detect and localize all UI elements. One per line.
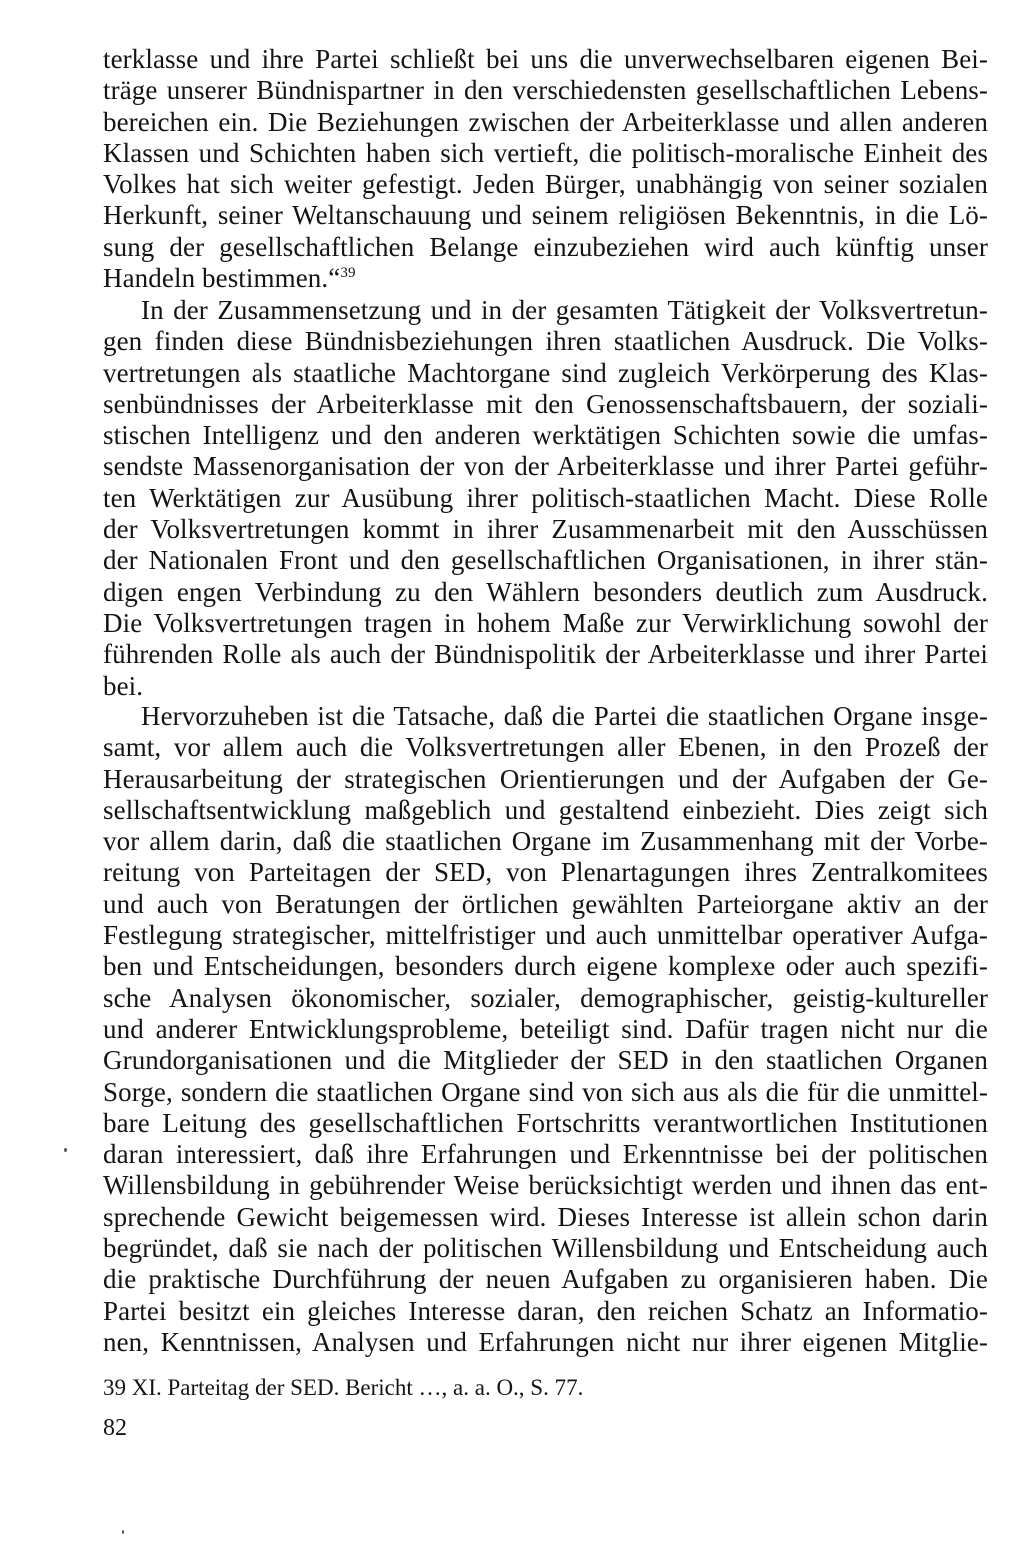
text-line: gen finden diese Bündnisbeziehungen ihren staatlichen Ausdruck. Die Volks-	[103, 326, 988, 357]
text-line: begründet, daß sie nach der politischen Willensbildung und Entscheidung auch	[103, 1233, 988, 1264]
text-line: sung der gesellschaftlichen Belange einzubeziehen wird auch künftig unser	[103, 231, 988, 262]
text-line: Herausarbeitung der strategischen Orientierungen und der Aufgaben der Ge-	[103, 763, 988, 794]
text-line: bereichen ein. Die Beziehungen zwischen der Arbeiterklasse und allen anderen	[103, 106, 988, 137]
text-line: In der Zusammensetzung und in der gesamten Tätigkeit der Volksvertretun-	[141, 295, 988, 325]
text-line: vor allem darin, daß die staatlichen Organe im Zusammenhang mit der Vorbe-	[103, 826, 988, 857]
footnote: 39 XI. Parteitag der SED. Bericht …, a. a. O., S. 77.	[103, 1375, 584, 1400]
text-line: Sorge, sondern die staatlichen Organe sind von sich aus als die für die unmittel-	[103, 1076, 988, 1107]
scan-speck	[64, 1148, 67, 1152]
text-line: ben und Entscheidungen, besonders durch eigene komplexe oder auch spezifi-	[103, 951, 988, 982]
text-line: ten Werktätigen zur Ausübung ihrer politisch-staatlichen Macht. Diese Rolle	[103, 482, 988, 513]
text-line: Klassen und Schichten haben sich vertieft, die politisch-moralische Einheit des	[103, 137, 988, 168]
text-line: samt, vor allem auch die Volksvertretungen aller Ebenen, in den Prozeß der	[103, 732, 988, 763]
text-line: Hervorzuheben ist die Tatsache, daß die Partei die staatlichen Organe insge-	[141, 701, 988, 731]
text-line: führenden Rolle als auch der Bündnispolitik der Arbeiterklasse und ihrer Partei	[103, 639, 988, 670]
text-line: Partei besitzt ein gleiches Interesse daran, den reichen Schatz an Informatio-	[103, 1295, 988, 1326]
text-line: stischen Intelligenz und den anderen werktätigen Schichten sowie die umfas-	[103, 420, 988, 451]
text-line: und auch von Beratungen der örtlichen gewählten Parteiorgane aktiv an der	[103, 888, 988, 919]
text-line: sprechende Gewicht beigemessen wird. Dieses Interesse ist allein schon darin	[103, 1201, 988, 1232]
text-line-last: bei.	[103, 670, 144, 701]
text-line: Festlegung strategischer, mittelfristiger und auch unmittelbar operativer Aufga-	[103, 920, 988, 951]
text-line: Herkunft, seiner Weltanschauung und seinem religiösen Bekenntnis, in die Lö-	[103, 200, 988, 231]
text-line: Grundorganisationen und die Mitglieder der SED in den staatlichen Organen	[103, 1045, 988, 1076]
text-line: terklasse und ihre Partei schließt bei uns die unverwechselbaren eigenen Bei-	[103, 44, 988, 74]
text-line: der Nationalen Front und den gesellschaftlichen Organisationen, in ihrer stän-	[103, 545, 988, 576]
text-line: bare Leitung des gesellschaftlichen Fortschritts verantwortlichen Institutionen	[103, 1107, 988, 1138]
text-line: sendste Massenorganisation der von der Arbeiterklasse und ihrer Partei geführ-	[103, 451, 988, 482]
paragraph-partei-organe	[103, 701, 988, 1358]
text-line: Volkes hat sich weiter gefestigt. Jeden Bürger, unabhängig von seiner sozialen	[103, 169, 988, 200]
footnote-reference: 39	[340, 265, 356, 282]
text-line: sellschaftsentwicklung maßgeblich und gestaltend einbezieht. Dies zeigt sich	[103, 794, 988, 825]
text-line: der Volksvertretungen kommt in ihrer Zusammenarbeit mit den Ausschüssen	[103, 514, 988, 545]
text-line: die praktische Durchführung der neuen Aufgaben zu organisieren haben. Die	[103, 1264, 988, 1295]
text-line: reitung von Parteitagen der SED, von Plenartagungen ihres Zentralkomitees	[103, 857, 988, 888]
text-line: digen engen Verbindung zu den Wählern besonders deutlich zum Ausdruck.	[103, 576, 988, 607]
text-line: träge unserer Bündnispartner in den verschiedensten gesellschaftlichen Lebens-	[103, 75, 988, 106]
text-line: Willensbildung in gebührender Weise berücksichtigt werden und ihnen das ent-	[103, 1170, 988, 1201]
text-line: Die Volksvertretungen tragen in hohem Maße zur Verwirklichung sowohl der	[103, 607, 988, 638]
paragraph-volksvertretungen	[103, 295, 988, 702]
quote-end-text: Handeln bestimmen.“	[103, 263, 341, 294]
text-line-last	[103, 263, 988, 294]
page-number: 82	[103, 1415, 127, 1441]
text-line: senbündnisses der Arbeiterklasse mit den Genossenschaftsbauern, der soziali-	[103, 388, 988, 419]
text-line: vertretungen als staatliche Machtorgane sind zugleich Verkörperung des Klas-	[103, 357, 988, 388]
text-line: sche Analysen ökonomischer, sozialer, demographischer, geistig-kultureller	[103, 982, 988, 1013]
text-line: und anderer Entwicklungsprobleme, beteiligt sind. Dafür tragen nicht nur die	[103, 1013, 988, 1044]
scan-speck	[122, 1530, 124, 1534]
text-line: nen, Kenntnissen, Analysen und Erfahrungen nicht nur ihrer eigenen Mitglie-	[103, 1326, 988, 1357]
text-line: daran interessiert, daß ihre Erfahrungen und Erkenntnisse bei der politischen	[103, 1139, 988, 1170]
quote-continuation	[103, 44, 988, 294]
